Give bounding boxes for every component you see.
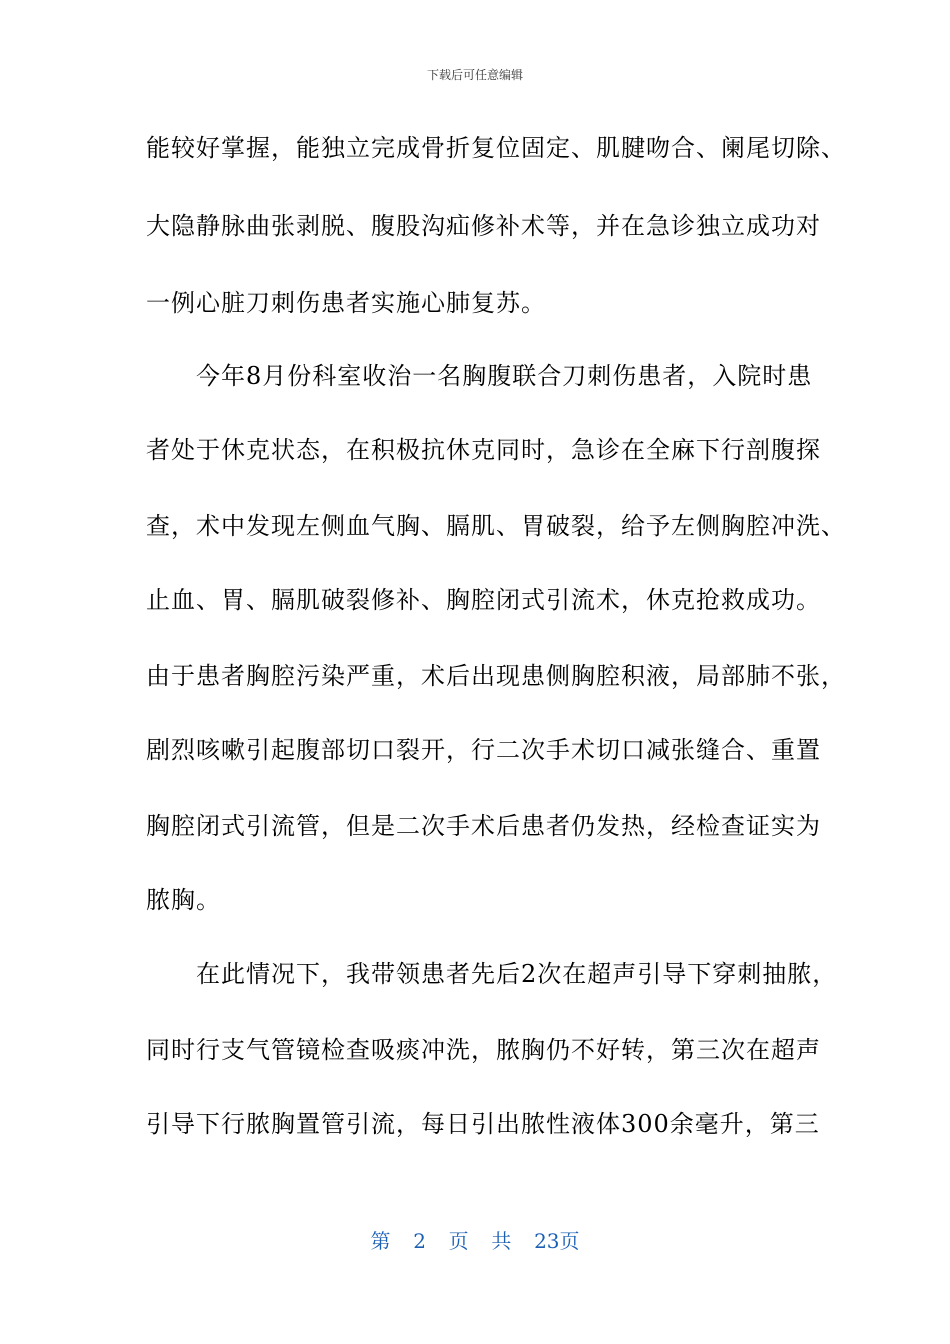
body-line: 一例心脏刀刺伤患者实施心肺复苏。 [146, 289, 546, 317]
current-page-number: 2 [413, 1229, 426, 1253]
body-line: 者处于休克状态，在积极抗休克同时，急诊在全麻下行剖腹探 [146, 436, 821, 464]
body-line: 胸腔闭式引流管，但是二次手术后患者仍发热，经检查证实为 [146, 812, 821, 840]
total-pages-number: 23 [534, 1229, 560, 1253]
body-line: 能较好掌握，能独立完成骨折复位固定、肌腱吻合、阑尾切除、 [146, 134, 846, 162]
page-prefix: 第 [370, 1229, 391, 1253]
body-line: 同时行支气管镜检查吸痰冲洗，脓胸仍不好转，第三次在超声 [146, 1036, 821, 1064]
page-footer [0, 1225, 950, 1254]
body-line: 引导下行脓胸置管引流，每日引出脓性液体300余毫升，第三 [146, 1110, 820, 1138]
body-line: 止血、胃、膈肌破裂修补、胸腔闭式引流术，休克抢救成功。 [146, 586, 821, 614]
body-line: 大隐静脉曲张剥脱、腹股沟疝修补术等，并在急诊独立成功对 [146, 212, 821, 240]
body-line: 脓胸。 [146, 886, 221, 914]
page-suffix: 页 [559, 1229, 580, 1253]
header-note: 下载后可任意编辑 [426, 68, 523, 82]
total-prefix: 共 [491, 1229, 512, 1253]
body-line: 由于患者胸腔污染严重，术后出现患侧胸腔积液，局部肺不张， [146, 662, 846, 690]
body-line: 查，术中发现左侧血气胸、膈肌、胃破裂，给予左侧胸腔冲洗、 [146, 512, 846, 540]
body-line: 在此情况下，我带领患者先后2次在超声引导下穿刺抽脓， [146, 960, 838, 988]
page-mid: 页 [448, 1229, 469, 1253]
body-line: 剧烈咳嗽引起腹部切口裂开，行二次手术切口减张缝合、重置 [146, 736, 821, 764]
body-line: 今年8月份科室收治一名胸腹联合刀刺伤患者，入院时患 [146, 362, 813, 390]
